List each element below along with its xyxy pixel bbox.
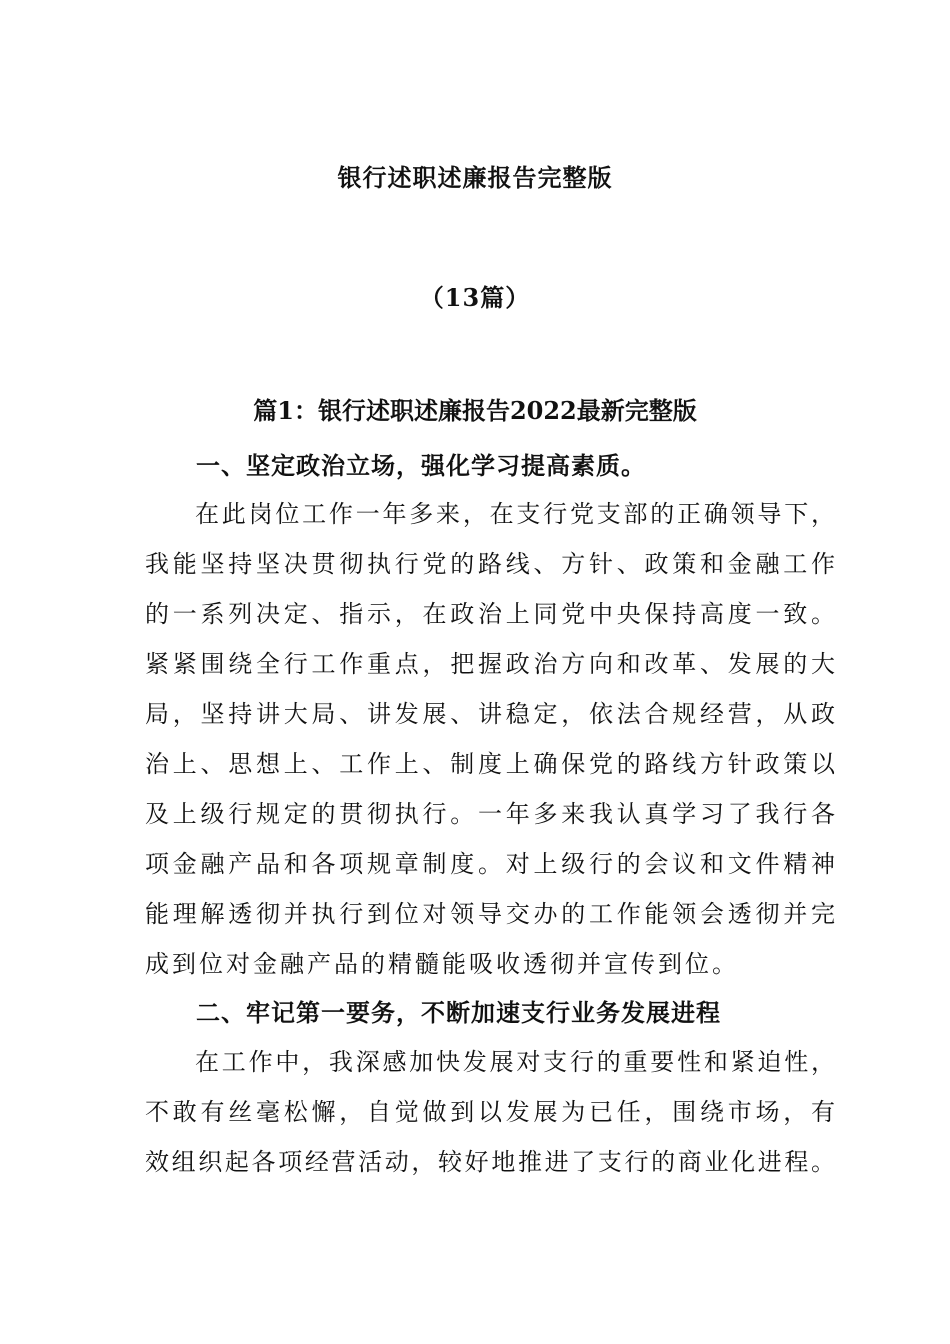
paragraph-line: 效组织起各项经营活动，较好地推进了支行的商业化进程。 [145, 1148, 835, 1176]
document-subtitle: （13篇） [419, 283, 531, 312]
document-title: 银行述职述廉报告完整版 [337, 163, 613, 192]
paragraph-line: 不敢有丝毫松懈，自觉做到以发展为已任，围绕市场，有 [145, 1098, 835, 1126]
paragraph-line: 紧紧围绕全行工作重点，把握政治方向和改革、发展的大 [145, 650, 835, 678]
heading-2: 二、牢记第一要务，不断加速支行业务发展进程 [196, 998, 721, 1027]
paragraph-line: 局，坚持讲大局、讲发展、讲稳定，依法合规经营，从政 [145, 700, 835, 728]
paragraph-line: 我能坚持坚决贯彻执行党的路线、方针、政策和金融工作 [145, 550, 835, 578]
paragraph-line: 的一系列决定、指示，在政治上同党中央保持高度一致。 [145, 600, 835, 628]
paragraph-line: 项金融产品和各项规章制度。对上级行的会议和文件精神 [145, 850, 835, 878]
paragraph-line: 在工作中，我深感加快发展对支行的重要性和紧迫性， [195, 1048, 835, 1076]
paragraph-line: 能理解透彻并执行到位对领导交办的工作能领会透彻并完 [145, 900, 835, 928]
paragraph-line: 在此岗位工作一年多来，在支行党支部的正确领导下， [195, 500, 835, 528]
paragraph-line: 成到位对金融产品的精髓能吸收透彻并宣传到位。 [145, 950, 739, 978]
heading-1: 一、坚定政治立场，强化学习提高素质。 [196, 451, 646, 480]
paragraph-line: 及上级行规定的贯彻执行。一年多来我认真学习了我行各 [145, 800, 835, 828]
paragraph-line: 治上、思想上、工作上、制度上确保党的路线方针政策以 [145, 750, 835, 778]
section-title: 篇1：银行述职述廉报告2022最新完整版 [253, 396, 697, 425]
